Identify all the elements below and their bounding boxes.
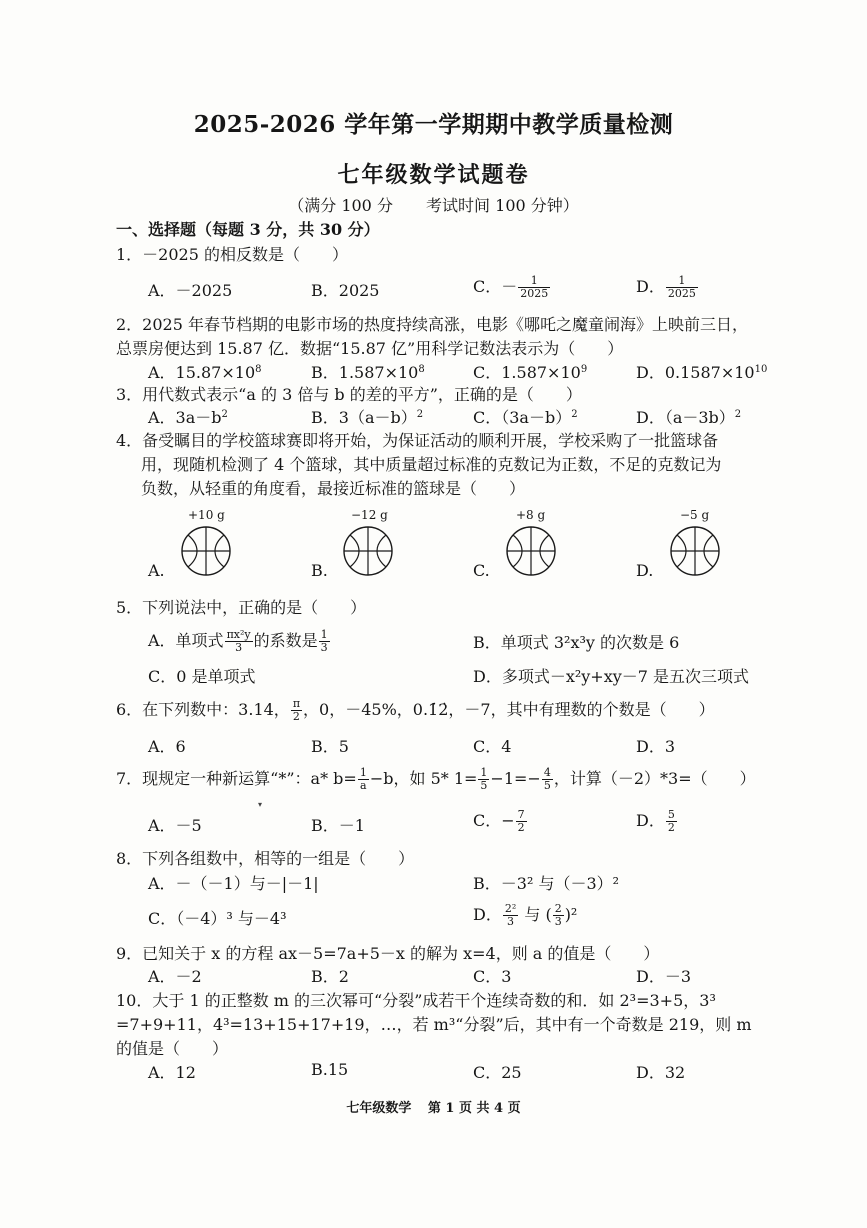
q9-option-a: A．－2 [148, 967, 202, 986]
q2-option-c: C．$1.587\times 10^9$ [473, 363, 588, 382]
q6-option-a: A．6 [148, 737, 186, 756]
q4-option-c: C. [473, 561, 490, 580]
question-4-line-3: 负数，从轻重的角度看，最接近标准的篮球是（ ） [141, 479, 526, 498]
question-10-line-3: 的值是（ ） [116, 1039, 229, 1058]
q1-option-b: B．2025 [311, 281, 380, 300]
basketball-icon [669, 525, 721, 577]
question-4-line-1: 4．备受瞩目的学校篮球赛即将开始，为保证活动的顺利开展，学校采购了一批篮球备 [116, 431, 719, 450]
section-heading: 一、选择题（每题 3 分，共 30 分） [116, 220, 380, 239]
question-1-stem: 1．－2025 的相反数是（ ） [116, 245, 348, 264]
question-9-stem: 9．已知关于 x 的方程 ax－5=7a+5－x 的解为 x=4，则 a 的值是（ ） [116, 944, 660, 963]
question-6-stem: 6．在下列数中：3.14， $\frac{\pi}{2}$ ，0，－45%，0.1̇2̇，－7，其中有理数的个数是（ ） [116, 697, 715, 723]
exam-info [0, 193, 867, 216]
page-footer [0, 1097, 867, 1116]
q9-option-c: C．3 [473, 967, 512, 986]
q10-option-c: C．25 [473, 1063, 522, 1082]
q2-option-b: B．$1.587\times 10^8$ [311, 363, 425, 382]
q6-option-b: B．5 [311, 737, 349, 756]
q9-option-b: B．2 [311, 967, 349, 986]
q4-option-b: B. [311, 561, 328, 580]
q3-option-d: D．$(a-3b)^2$ [636, 408, 742, 427]
q5-option-d: D．多项式－x²y+xy－7 是五次三项式 [473, 667, 750, 686]
q10-option-a: A．12 [148, 1063, 196, 1082]
stray-mark: ▾ [258, 800, 263, 809]
q9-option-d: D．－3 [636, 967, 692, 986]
q7-option-d: D． $\frac{5}{2}$ [636, 808, 675, 834]
footer-subject: 七年级数学 [346, 1101, 412, 1116]
q10-option-b: B.15 [311, 1060, 349, 1079]
q3-option-a: A．$3a-b^2$ [148, 408, 228, 427]
q7-option-c: C．− $\frac{7}{2}$ [473, 808, 525, 834]
q1-option-c: C．－ $\frac{1}{2025}$ [473, 274, 549, 300]
question-10-line-1: 10．大于 1 的正整数 m 的三次幂可“分裂”成若干个连续奇数的和．如 2³=3+5，3³ [116, 991, 716, 1010]
q10-option-d: D．32 [636, 1063, 686, 1082]
exam-title: 2025-2026 学年第一学期期中教学质量检测 [193, 111, 674, 138]
q4-option-a: A. [148, 561, 165, 580]
q6-option-c: C．4 [473, 737, 512, 756]
exam-subtitle: 七年级数学试题卷 [337, 162, 530, 188]
q7-option-a: A．－5 [148, 816, 202, 835]
q1-option-d: D． $\frac{1}{2025}$ [636, 274, 696, 300]
q8-option-b: B．－3² 与（－3）² [473, 874, 620, 893]
q7-option-b: B．－1 [311, 816, 365, 835]
question-10-line-2: =7+9+11，4³=13+15+17+19，…，若 m³“分裂”后，其中有一个奇数是 219，则 m [116, 1015, 752, 1034]
q8-option-c: C．（－4）³ 与－4³ [148, 909, 287, 928]
q4-ball-b-label: −12 g [351, 508, 388, 522]
footer-page-number: 第 1 页 共 4 页 [427, 1101, 521, 1116]
basketball-icon [342, 525, 394, 577]
q8-option-a: A．－（－1）与－|－1| [148, 874, 319, 893]
q2-option-d: D．$0.1587\times 10^{10}$ [636, 363, 768, 382]
q8-option-d: D． $\frac{\text{2²}}{3}$ 与 ( $\frac{2}{3}$ )² [473, 902, 578, 928]
q3-option-c: C．$(3a-b)^2$ [473, 408, 578, 427]
question-2-line-2: 总票房便达到 15.87 亿．数据“15.87 亿”用科学记数法表示为（ ） [116, 339, 624, 358]
q1-option-a: A．－2025 [148, 281, 233, 300]
q4-ball-a-label: +10 g [188, 508, 225, 522]
q3-option-b: B．$3(a-b)^2$ [311, 408, 424, 427]
q4-option-d: D. [636, 561, 654, 580]
q5-option-b: B．单项式 3²x³y 的次数是 6 [473, 633, 680, 652]
q5-option-a: A．单项式 $\frac{\text{πx²y}}{3}$ 的系数是 $\frac{1}{3}$ [148, 628, 328, 654]
question-8-stem: 8．下列各组数中，相等的一组是（ ） [116, 849, 415, 868]
q4-ball-c-label: +8 g [516, 508, 546, 522]
exam-time: 考试时间 100 分钟） [426, 196, 579, 215]
question-3-stem: 3．用代数式表示“a 的 3 倍与 b 的差的平方”，正确的是（ ） [116, 385, 582, 404]
full-score: （满分 100 分 [288, 196, 393, 215]
q5-option-c: C．0 是单项式 [148, 667, 256, 686]
q6-option-d: D．3 [636, 737, 676, 756]
basketball-icon [505, 525, 557, 577]
q4-ball-d-label: −5 g [680, 508, 710, 522]
question-5-stem: 5．下列说法中，正确的是（ ） [116, 598, 367, 617]
question-2-line-1: 2．2025 年春节档期的电影市场的热度持续高涨，电影《哪吒之魔童闹海》上映前三日， [116, 315, 748, 334]
question-7-stem: 7．现规定一种新运算“*”：a* b= $\frac{1}{a}$ −b，如 5* 1= $\frac{1}{5}$ −1=− $\frac{4}{5}$ ，计算（－2）*3=（ ） [116, 766, 756, 792]
question-4-line-2: 用，现随机检测了 4 个篮球，其中质量超过标准的克数记为正数，不足的克数记为 [141, 455, 722, 474]
q2-option-a: A．$15.87\times 10^8$ [148, 363, 262, 382]
basketball-icon [180, 525, 232, 577]
